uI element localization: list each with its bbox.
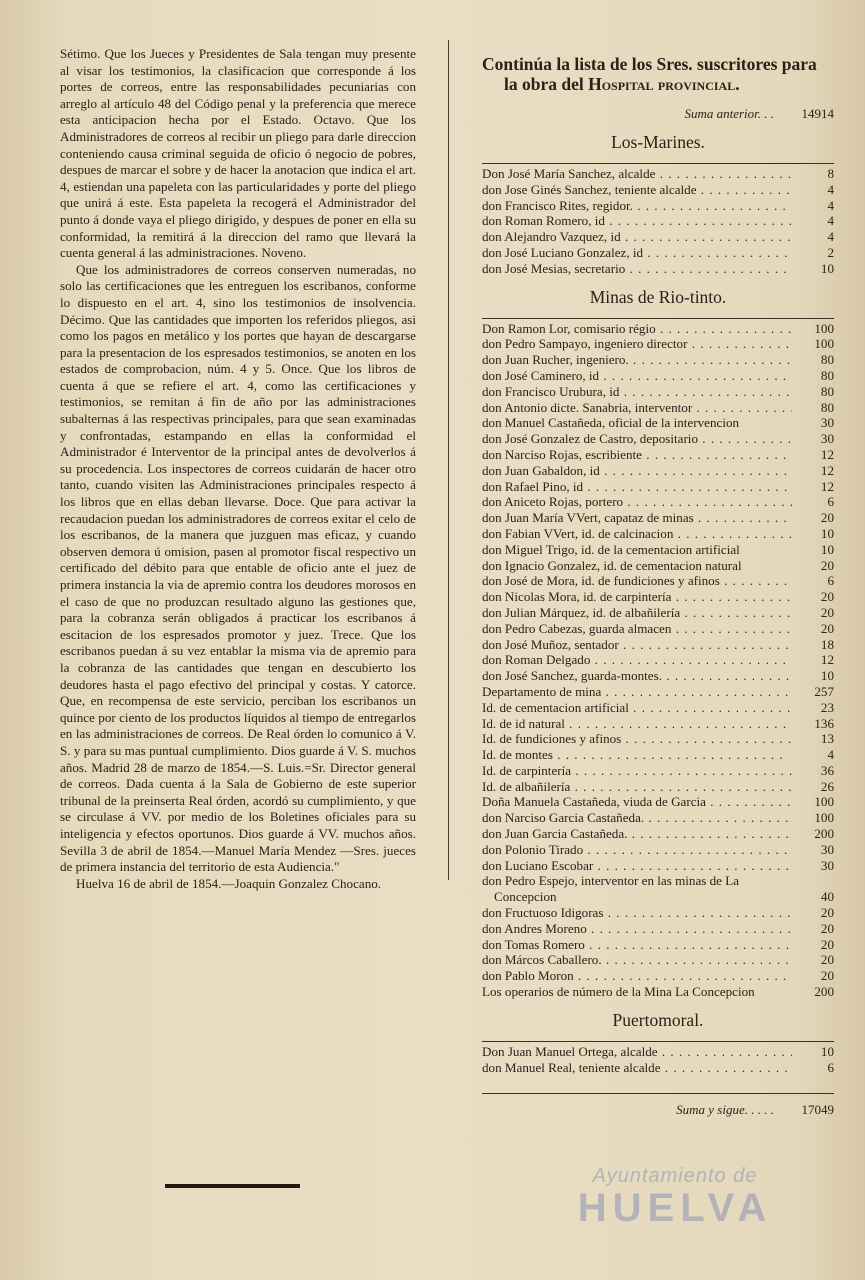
subscriber-amount: 30 — [820, 857, 834, 873]
suma-anterior-value: 14914 — [801, 106, 834, 121]
subscriber-name: Id. de carpintería . . — [482, 763, 792, 779]
subscriber-amount: 200 — [814, 826, 834, 842]
subscriber-row — [482, 182, 834, 198]
subscriber-amount: 80 — [820, 352, 834, 368]
subscriber-row — [482, 637, 834, 653]
section-rule — [482, 1041, 834, 1042]
subscriber-row — [482, 198, 834, 214]
subscriber-name: don Rafael Pino, id . . — [482, 479, 792, 495]
subscriber-row — [482, 716, 834, 732]
subscriber-row — [482, 510, 834, 526]
right-column-subscribers — [482, 54, 834, 1118]
section-rule — [482, 163, 834, 164]
suma-anterior-label: Suma anterior. . . — [684, 106, 774, 121]
subscriber-amount: 12 — [820, 652, 834, 668]
subscriber-name: don Antonio dicte. Sanabria, interventor . . — [482, 400, 792, 416]
subscriber-amount: 6 — [827, 1059, 834, 1075]
subscriber-row — [482, 213, 834, 229]
subscriber-name: don Fabian VVert, id. de calcinacion . . — [482, 526, 792, 542]
subscriber-row — [482, 684, 834, 700]
subscriber-amount: 200 — [814, 984, 834, 1000]
subscriber-amount: 20 — [820, 905, 834, 921]
column-divider — [448, 40, 449, 880]
subscriber-name: don Juan Gabaldon, id . . — [482, 463, 792, 479]
subscriber-name: don Juan María VVert, capataz de minas . . — [482, 510, 792, 526]
subscriber-row — [482, 558, 834, 574]
subscriber-amount: 10 — [820, 541, 834, 557]
subscriber-row — [482, 605, 834, 621]
subscriber-name: Los operarios de número de la Mina La Concepcion — [482, 984, 755, 1000]
subscriber-row — [482, 842, 834, 858]
subscriber-amount: 12 — [820, 446, 834, 462]
subscriber-row — [482, 1044, 834, 1060]
subscriber-name: don Juan Rucher, ingeniero. . . — [482, 352, 792, 368]
subscriber-row — [482, 621, 834, 637]
subscriber-amount: 4 — [827, 197, 834, 213]
subscriber-name: don Andres Moreno . . — [482, 921, 792, 937]
subscriber-name: Don Ramon Lor, comisario régio . . — [482, 321, 792, 337]
subscriber-name: don Roman Romero, id . . — [482, 213, 792, 229]
subscriber-amount: 36 — [820, 762, 834, 778]
subscriber-row — [482, 494, 834, 510]
subscriber-amount: 30 — [820, 431, 834, 447]
subscriber-amount: 10 — [820, 260, 834, 276]
subscriber-row — [482, 384, 834, 400]
subscriber-name: don Pedro Espejo, interventor en las minas de La Concepcion — [482, 873, 740, 905]
archive-watermark — [560, 1165, 790, 1245]
subscriber-amount: 20 — [820, 557, 834, 573]
subscriber-row — [482, 731, 834, 747]
subscriber-row — [482, 700, 834, 716]
subscriber-row — [482, 873, 834, 905]
subscriber-row — [482, 542, 834, 558]
subscriber-amount: 20 — [820, 968, 834, 984]
suma-y-sigue-label: Suma y sigue. . . . . — [676, 1102, 774, 1118]
subscriber-amount: 20 — [820, 510, 834, 526]
subscriber-amount: 4 — [827, 181, 834, 197]
subscriber-row — [482, 747, 834, 763]
subscriber-row — [482, 779, 834, 795]
subscriber-row — [482, 447, 834, 463]
subscriber-row — [482, 573, 834, 589]
subscriber-row — [482, 526, 834, 542]
subscriber-row — [482, 763, 834, 779]
subscriber-name: don Pablo Moron . . — [482, 968, 792, 984]
subscriber-name: Don Juan Manuel Ortega, alcalde . . — [482, 1044, 792, 1060]
subscriber-amount: 20 — [820, 936, 834, 952]
subscriber-name: Id. de montes . . — [482, 747, 792, 763]
subscriber-name: don Ignacio Gonzalez, id. de cementacion natural — [482, 557, 742, 573]
subscriber-row — [482, 415, 834, 431]
suma-y-sigue — [482, 1102, 834, 1118]
subscriber-name: don Narciso Garcia Castañeda. . . — [482, 810, 792, 826]
subscriber-row — [482, 245, 834, 261]
subscriber-row — [482, 968, 834, 984]
subscriber-amount: 23 — [820, 699, 834, 715]
left-column-text — [60, 46, 416, 892]
subscriber-amount: 80 — [820, 367, 834, 383]
subscriber-amount: 100 — [814, 794, 834, 810]
subscriber-name: Id. de fundiciones y afinos . . — [482, 731, 792, 747]
subscriber-amount: 12 — [820, 462, 834, 478]
subscriber-row — [482, 810, 834, 826]
subscriber-name: don Julian Márquez, id. de albañilería . . — [482, 605, 792, 621]
signature-line: Huelva 16 de abril de 1854.—Joaquin Gonzalez Chocano. — [76, 875, 382, 891]
subscriber-name: Id. de cementacion artificial . . — [482, 700, 792, 716]
watermark-line1: Ayuntamiento de — [592, 1165, 758, 1187]
subscriber-row — [482, 229, 834, 245]
subscriber-amount: 2 — [827, 244, 834, 260]
subscriber-row — [482, 1060, 834, 1076]
subscriber-row — [482, 794, 834, 810]
subscriber-name: don Márcos Caballero. . . — [482, 952, 792, 968]
suma-y-sigue-value: 17049 — [801, 1102, 834, 1118]
subscriber-name: don José de Mora, id. de fundiciones y afinos . . — [482, 573, 792, 589]
subscriber-name: don Roman Delgado . . — [482, 652, 792, 668]
list-header-line1: Continúa la lista de los Sres. suscritores para — [482, 54, 817, 74]
subscriber-name: Id. de id natural . . — [482, 716, 792, 732]
subscriber-row — [482, 321, 834, 337]
subscriber-name: Departamento de mina . . — [482, 684, 792, 700]
subscriber-amount: 4 — [827, 213, 834, 229]
subscriber-name: don José Gonzalez de Castro, depositario . . — [482, 431, 792, 447]
subscriber-amount: 20 — [820, 589, 834, 605]
subscriber-row — [482, 261, 834, 277]
subscriber-name: Don José María Sanchez, alcalde . . — [482, 166, 792, 182]
subscriber-name: don Tomas Romero . . — [482, 937, 792, 953]
subscriber-amount: 20 — [820, 952, 834, 968]
end-rule — [165, 1184, 300, 1188]
section-rule — [482, 318, 834, 319]
subscriber-name: don Francisco Urubura, id . . — [482, 384, 792, 400]
subscriber-amount: 8 — [827, 166, 834, 181]
paragraph-noveno-continued: Que los administradores de correos conserven numeradas, no solo las certificaciones que les entreguen los escribanos, conforme lo dispuesto en el art. 4, sino los testimonios de insolvencia. Décimo. Que las cantidades que importen los referidos pliegos, asi como los pagos en metálico y los portes que hayan de descargarse para la presentacion de los espresados testimonios, se anoten en los estados de comprobacion, núm. 4 y 5. Once. Que los libros de cuenta á que se refiere el art. 4, como las certificaciones y testimonios, se remitan á fin de año por las administraciones subalternas á las respectivas principales, para que sean examinadas y confrontadas, estampando en ellas la conformidad el Administrador é Interventor de la principal antes de devolverlos á su procedencia. Los inspectores de correos cuidarán de hacer otro tanto, cuando visiten las Administraciones principales respecto á los libros que en ellas deban llevarse. Doce. Que para activar la recaudacion puedan los administradores de correos exitar el celo de los escribanos, de la manera que juzguen mas eficaz, y cuando observen demora ú omision, pasen al promotor fiscal respectivo un certificado del débito para que entable de oficio ante el juez de primera instancia la via de apremio contra los deudores morosos en el caso de que no produzcan resultado alguno las gestiones que, para la cobranza serán obligados á practicar los escribanos á escitacion de los espresados promotor y juez. Trece. Que los escribanos puedan á su vez entablar la misma via de apremio para la cobranza de las cantidades que tengan en descubierto los deudores hasta el pago efectivo del principal y costas. Y catorce. Que, en recompensa de este servicio, perciban los escribanos un quince por ciento de los productos líquidos al tiempo de entregarlos en las administraciones de correos. De Real órden lo comunico á V. S. y para su mas puntual cumplimiento. Dios guarde á V. S. muchos años. Madrid 28 de marzo de 1854.—S. Luis.=Sr. Director general de correos. Dada cuenta á la Sala de Gobierno de este superior tribunal de la preinserta Real órden, acordó su cumplimiento, y que se circulase á VV. por medio de los Boletines oficiales para su inteligencia y efectos oportunos. Dios guarde á VV. muchos años. Sevilla 3 de abril de 1854.—Manuel María Mendez —Sres. jueces de primera instancia del territorio de esta Audiencia." — [60, 261, 416, 875]
subscriber-name: don José Mesias, secretario . . — [482, 261, 792, 277]
suma-anterior — [482, 106, 834, 122]
section-title: Puertomoral. — [612, 1009, 704, 1030]
list-header — [482, 54, 834, 94]
subscriber-name: don José Luciano Gonzalez, id . . — [482, 245, 792, 261]
list-header-line2: la obra del Hospital provincial. — [504, 74, 740, 94]
subscriber-name: don Luciano Escobar . . — [482, 858, 792, 874]
subscriber-amount: 20 — [820, 920, 834, 936]
subscriber-amount: 80 — [820, 383, 834, 399]
subscriber-amount: 10 — [820, 525, 834, 541]
subscriber-name: don Manuel Castañeda, oficial de la intervencion — [482, 415, 740, 431]
subscriber-name: don Narciso Rojas, escribiente . . — [482, 447, 792, 463]
subscriber-name: don Pedro Cabezas, guarda almacen . . — [482, 621, 792, 637]
subscriber-name: Doña Manuela Castañeda, viuda de Garcia . . — [482, 794, 792, 810]
subscriber-row — [482, 166, 834, 182]
subscriber-amount: 100 — [814, 320, 834, 336]
subscriber-amount: 30 — [820, 841, 834, 857]
subscriber-name: don Alejandro Vazquez, id . . — [482, 229, 792, 245]
subscriber-row — [482, 668, 834, 684]
subscriber-name: don Aniceto Rojas, portero . . — [482, 494, 792, 510]
subscriber-amount: 40 — [820, 889, 834, 905]
subscriber-amount: 136 — [814, 715, 834, 731]
subscriber-amount: 10 — [820, 1043, 834, 1059]
subscriber-row — [482, 336, 834, 352]
section-title: Minas de Rio-tinto. — [589, 286, 727, 307]
subscriber-row — [482, 463, 834, 479]
subscriber-row — [482, 984, 834, 1000]
subscriber-amount: 10 — [820, 668, 834, 684]
subscriber-name: Id. de albañilería . . — [482, 779, 792, 795]
subscriber-amount: 18 — [820, 636, 834, 652]
subscriber-amount: 80 — [820, 399, 834, 415]
subscriber-amount: 257 — [814, 683, 834, 699]
subscriber-amount: 30 — [820, 415, 834, 431]
subscriber-row — [482, 826, 834, 842]
subscriber-name: don Nicolas Mora, id. de carpintería . . — [482, 589, 792, 605]
subscriber-amount: 4 — [827, 229, 834, 245]
subscriber-amount: 26 — [820, 778, 834, 794]
subscriber-row — [482, 400, 834, 416]
subscriber-name: don Manuel Real, teniente alcalde . . — [482, 1060, 792, 1076]
subscriber-amount: 12 — [820, 478, 834, 494]
subscriber-name: don José Sanchez, guarda-montes. . . — [482, 668, 792, 684]
subscriber-amount: 13 — [820, 731, 834, 747]
subscriber-amount: 20 — [820, 620, 834, 636]
subscriber-row — [482, 479, 834, 495]
paragraph-setimo: Sétimo. Que los Jueces y Presidentes de Sala tengan muy presente al visar los testimonios, la clasificacion que corresponde á los portes de correos, entre las responsabilidades pecuniarias con arreglo al artículo 48 del Código penal y la preferencia que merece esta anticipacion hecha por el Estado. Octavo. Que los Administradores de correos al recibir un pliego para darle direccion conteniendo causa criminal seguida de oficio ó negocio de pobres, despues de marcar el sobre y de hacer la anotacion que indica el art. 4, estiendan una papeleta con las particularidades y porte del pliego que unirá á este. Esta papeleta la recogerá el Administrador del punto á donde vaya el pliego dirigido, y despues de poner en ella su conformidad, la remitirá á la direccion del ramo que llevará la cuenta general á las administraciones. Noveno. — [60, 46, 416, 261]
subscriber-name: don Jose Ginés Sanchez, teniente alcalde . . — [482, 182, 792, 198]
subscriber-name: don Fructuoso Idigoras . . — [482, 905, 792, 921]
subscriber-name: don Pedro Sampayo, ingeniero director . . — [482, 336, 792, 352]
subscriber-amount: 6 — [827, 573, 834, 589]
subscriber-amount: 4 — [827, 747, 834, 763]
subscriber-amount: 100 — [814, 810, 834, 826]
subscriber-row — [482, 937, 834, 953]
subscriber-row — [482, 858, 834, 874]
subscriber-name: don Francisco Rites, regidor. . . — [482, 198, 792, 214]
subscriber-row — [482, 589, 834, 605]
subscriber-amount: 6 — [827, 494, 834, 510]
subscriber-row — [482, 368, 834, 384]
subscriber-amount: 100 — [814, 336, 834, 352]
section-title: Los-Marines. — [611, 132, 705, 152]
subscriber-row — [482, 905, 834, 921]
subscriber-name: don Polonio Tirado . . — [482, 842, 792, 858]
subscriber-name: don José Caminero, id . . — [482, 368, 792, 384]
watermark-line2: HUELVA — [577, 1186, 773, 1230]
subscriber-row — [482, 652, 834, 668]
subscriber-sections — [482, 132, 834, 1075]
subscriber-name: don Miguel Trigo, id. de la cementacion artificial — [482, 541, 740, 557]
subscriber-name: don José Muñoz, sentador . . — [482, 637, 792, 653]
subscriber-row — [482, 352, 834, 368]
subscriber-name: don Juan Garcia Castañeda. . . — [482, 826, 792, 842]
sum-rule — [482, 1093, 834, 1094]
subscriber-row — [482, 431, 834, 447]
subscriber-row — [482, 952, 834, 968]
subscriber-row — [482, 921, 834, 937]
subscriber-amount: 20 — [820, 604, 834, 620]
